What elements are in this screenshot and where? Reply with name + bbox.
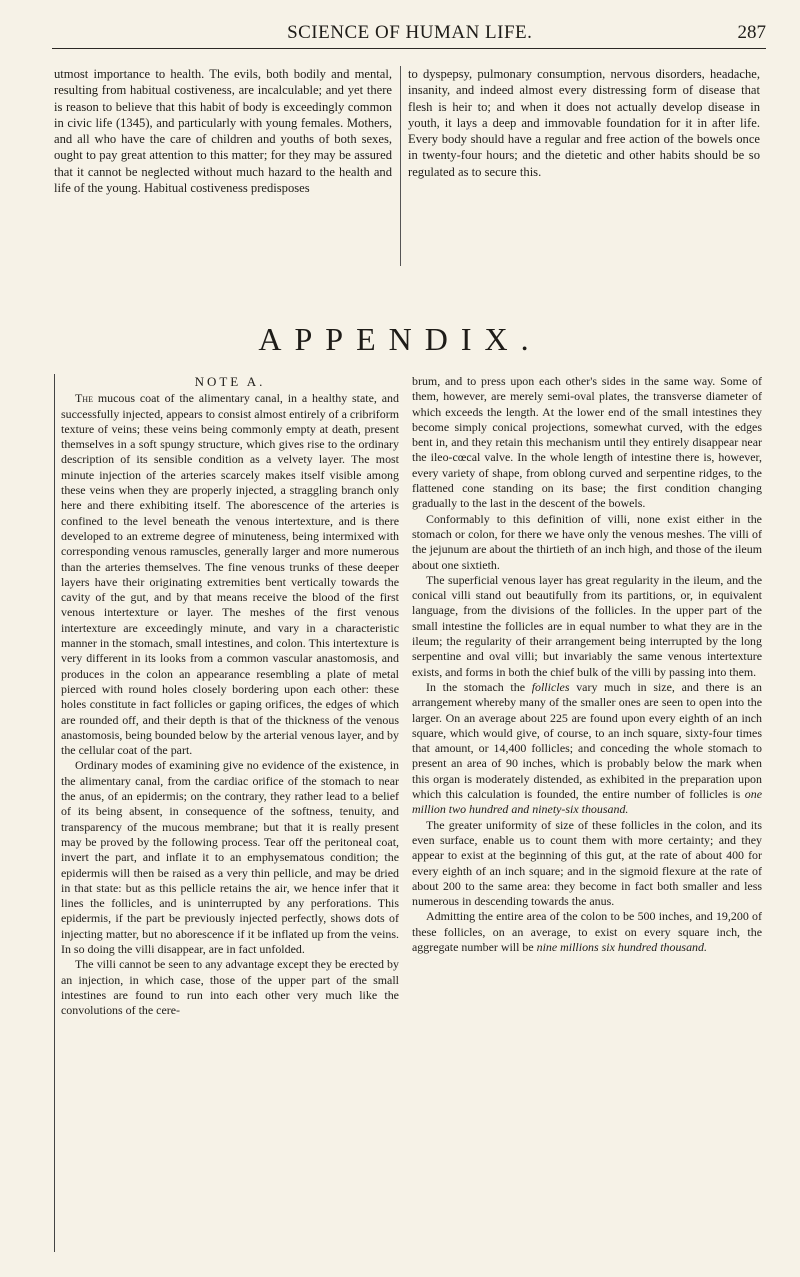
- note-paragraph: Conformably to this definition of villi, none exist either in the stomach or colon, for there we have only the venous meshes. The villi of the jejunum are about the thirtieth of an inch high, and those of the ileum about one sixtieth.: [412, 511, 762, 572]
- page-header: [52, 14, 766, 49]
- note-paragraph: The greater uniformity of size of these follicles in the colon, and its even surface, enable us to count them with more certainty; and they appear to exist at the beginning of this gut, at the rate of about 400 for every eighth of an inch square; and in the sigmoid flexure at the rate of about 200 to the same area: they become in fact both smaller and less numerous in descending towards the anus.: [412, 817, 762, 909]
- note-paragraph-text: mucous coat of the alimentary canal, in a healthy state, and successfully injected, appears to consist almost entirely of a cribriform texture of veins; these veins being commonly empty at death, present themselves in a soft spungy structure, which gives rise to the ordinary description of its sensible condition as a velvety layer. The most minute injection of the arteries scarcely makes itself visible among these veins when they are properly injected, a straggling branch only here and there exhibiting itself. The aborescence of the arteries is confined to the level beneath the venous intertexture, and is there developed to an extreme degree of minuteness, being intermixed with corresponding venous ramuscles, generally larger and more numerous than the arteries themselves. The fine venous trunks of these deeper layers have their originating extremities bent vertically towards the cavity of the gut, and by that means receive the blood of the first venous intertexture or layer. The meshes of the first venous intertexture are exceedingly minute, and vary in a characteristic manner in the stomach, small intestines, and colon. This intertexture is very different in its looks from a common vascular anastomosis, and produces in the colon an appearance resembling a plate of metal pierced with round holes closely bordering upon each other: these holes constitute in fact follicles or gaping orifices, the edges of which are rounded off, and their depth is that of the thickness of the venous anastomosis, being bounded below by the arterial venous layer, and by the cellular coat of the part.: [61, 391, 399, 758]
- note-paragraph: [61, 391, 399, 758]
- note-paragraph: [412, 909, 762, 955]
- note-paragraph: The villi cannot be seen to any advantage except they be erected by an injection, in which case, those of the upper part of the small intestines are found to run into each other very much like the convolutions of the cere-: [61, 957, 399, 1018]
- top-right-column: [408, 66, 760, 180]
- emphasis: one million two hundred and ninety-six thousand.: [412, 787, 762, 817]
- top-left-paragraph: utmost importance to health. The evils, both bodily and mental, resulting from habitual costiveness, are incalculable; and yet there is reason to believe that this habit of body is exceedingly common in civic life (1345), and particularly with young females. Mothers, and all who have the care of children and youths of both sexes, ought to pay great attention to this matter; for they may be assured that it cannot be neglected without much hazard to the health and life of the young. Habitual costiveness predisposes: [54, 67, 392, 196]
- emphasis: follicles: [531, 679, 570, 694]
- text-run: Admitting the entire area of the colon to be 500 inches, and 19,200 of these follicles, on an average, to exist on every square inch, the aggregate number will be: [412, 909, 762, 954]
- emphasis: nine millions six hundred thousand.: [536, 939, 707, 954]
- note-paragraph: Ordinary modes of examining give no evidence of the existence, in the alimentary canal, from the cardiac orifice of the stomach to near the anus, of an epidermis; on the contrary, they rather lead to a belief of its being absent, in consequence of the softness, tenuity, and transparency of the mucous membrane; but that it is really present may be proved by the following process. Tear off the peritoneal coat, invert the part, and inflate it to an emphysematous condition; the epidermis will then be raised as a very thin pellicle, and may be dried in that state: but as this pellicle retains the air, we hence infer that it lines the follicles, and is uninterrupted by any perforations. This epidermis, if the part be previously injected perfectly, shows dots of injecting matter, but no aborescence if it be inflated up from the veins. In so doing the villi disappear, are in fact unfolded.: [61, 758, 399, 956]
- note-paragraph: The superficial venous layer has great regularity in the ileum, and the conical villi stand out beautifully from its partitions, or, in equivalent language, from the divisions of the follicles. In the upper part of the small intestine the follicles are in equal number to what they are in the ileum; the regularity of their arrangement being interrupted by the long serpentine and oval villi; but invariably the same venous intertexture exists, and forms in both the chief bulk of the villi by passing into them.: [412, 572, 762, 679]
- note-paragraph: brum, and to press upon each other's sides in the same way. Some of them, however, are merely semi-oval plates, the transverse diameter of which exceeds the length. At the lower end of the small intestines they become simply conical projections, somewhat curved, with the edges bent in, and they retain this mechanism until they entirely disappear near the ileo-cœcal valve. In the whole length of intestine there is, however, every variety of shape, from oblong curved and serpentine ridges, to the flattened cone standing on its base; the first condition changing gradually to the last in the descent of the bowels.: [412, 374, 762, 511]
- note-right-column: [412, 374, 762, 955]
- page-number: 287: [737, 22, 766, 43]
- note-lead-word: The: [75, 391, 93, 406]
- note-heading: NOTE A.: [194, 374, 266, 389]
- note-paragraph: [412, 680, 762, 818]
- top-left-column: [54, 66, 401, 266]
- note-left-column: [54, 374, 399, 1252]
- top-right-paragraph: to dyspepsy, pulmonary consumption, nervous disorders, headache, insanity, and indeed almost every distressing form of disease that flesh is heir to; and when it does not actually develop disease in youth, it lays a deep and immovable foundation for it in after life. Every body should have a regular and free action of the bowels once in twenty-four hours; and the dietetic and other habits should be so regulated as to secure this.: [408, 67, 760, 179]
- appendix-title: APPENDIX.: [258, 321, 542, 357]
- running-head: SCIENCE OF HUMAN LIFE.: [287, 22, 533, 43]
- text-run: In the stomach the: [426, 679, 525, 694]
- text-run: vary much in size, and there is an arrangement whereby many of the smaller ones are seen to open into the larger. On an average about 225 are found upon every eighth of an inch square, which would give, of course, to an inch square, sixty-four times that amount, or 14,400 follicles; and conceding the whole stomach to present an area of 90 inches, which is probably below the mark when this organ is moderately distended, as exhibited in the preparation upon which this calculation is founded, the entire number of follicles is: [412, 679, 762, 802]
